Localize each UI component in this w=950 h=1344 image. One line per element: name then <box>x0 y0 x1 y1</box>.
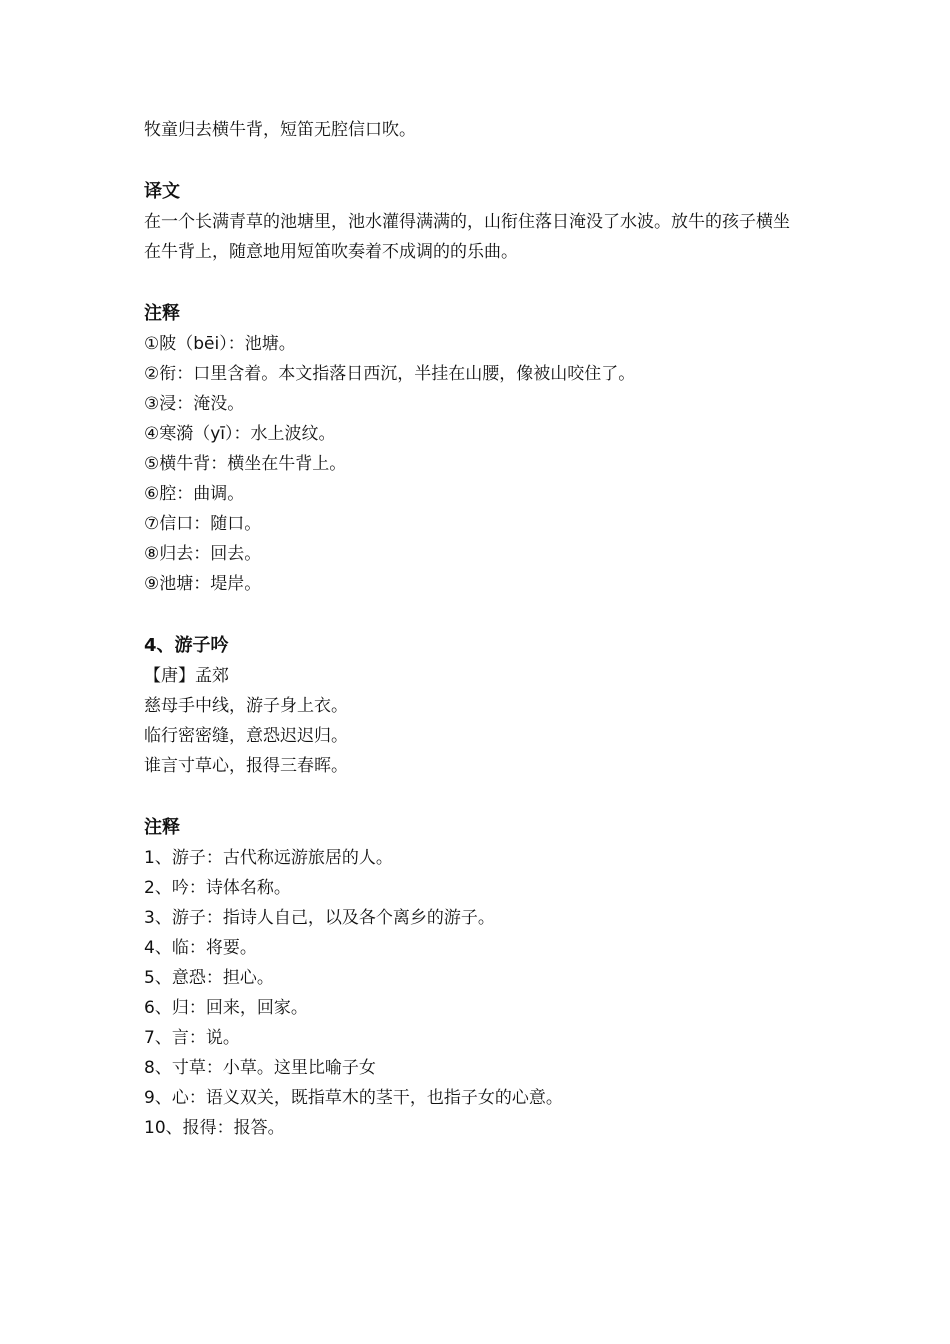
document-page <box>144 115 824 1143</box>
note-item: 9、心：语义双关，既指草木的茎干，也指子女的心意。 <box>144 1088 563 1108</box>
poem-line: 谁言寸草心，报得三春晖。 <box>144 756 348 776</box>
note-item: 10、报得：报答。 <box>144 1118 285 1138</box>
note-item: ④寒漪（yī）：水上波纹。 <box>144 424 336 444</box>
note-item: 5、意恐：担心。 <box>144 968 274 988</box>
note-item: 2、吟：诗体名称。 <box>144 878 291 898</box>
note-item: 6、归：回来，回家。 <box>144 998 308 1018</box>
translation-text: 在一个长满青草的池塘里，池水灌得满满的，山衔住落日淹没了水波。放牛的孩子横坐在牛背上，随意地用短笛吹奏着不成调的的乐曲。 <box>144 212 790 262</box>
note-item: ②衔：口里含着。本文指落日西沉，半挂在山腰，像被山咬住了。 <box>144 364 636 384</box>
note-item: 7、言：说。 <box>144 1028 240 1048</box>
poem-line: 临行密密缝，意恐迟迟归。 <box>144 726 348 746</box>
note-item: ⑤横牛背：横坐在牛背上。 <box>144 454 347 474</box>
note-item: ⑧归去：回去。 <box>144 544 262 564</box>
poem-section <box>144 631 824 781</box>
note-item: ⑥腔：曲调。 <box>144 484 245 504</box>
poem-line: 慈母手中线，游子身上衣。 <box>144 696 348 716</box>
notes-heading: 注释 <box>144 817 180 838</box>
note-item: 1、游子：古代称远游旅居的人。 <box>144 848 393 868</box>
notes-heading: 注释 <box>144 303 180 324</box>
note-item: 8、寸草：小草。这里比喻子女 <box>144 1058 376 1078</box>
note-item: ③浸：淹没。 <box>144 394 245 414</box>
translation-section <box>144 177 824 267</box>
note-item: ⑨池塘：堤岸。 <box>144 574 262 594</box>
notes-section-1 <box>144 299 824 599</box>
note-item: ①陂（bēi）：池塘。 <box>144 334 296 354</box>
note-item: ⑦信口：随口。 <box>144 514 262 534</box>
poem-line: 牧童归去横牛背，短笛无腔信口吹。 <box>144 120 416 140</box>
poem-author: 【唐】孟郊 <box>144 666 229 686</box>
notes-section-2 <box>144 813 824 1143</box>
note-item: 3、游子：指诗人自己，以及各个离乡的游子。 <box>144 908 495 928</box>
note-item: 4、临：将要。 <box>144 938 257 958</box>
translation-heading: 译文 <box>144 181 180 202</box>
poem-title: 4、游子吟 <box>144 635 229 656</box>
